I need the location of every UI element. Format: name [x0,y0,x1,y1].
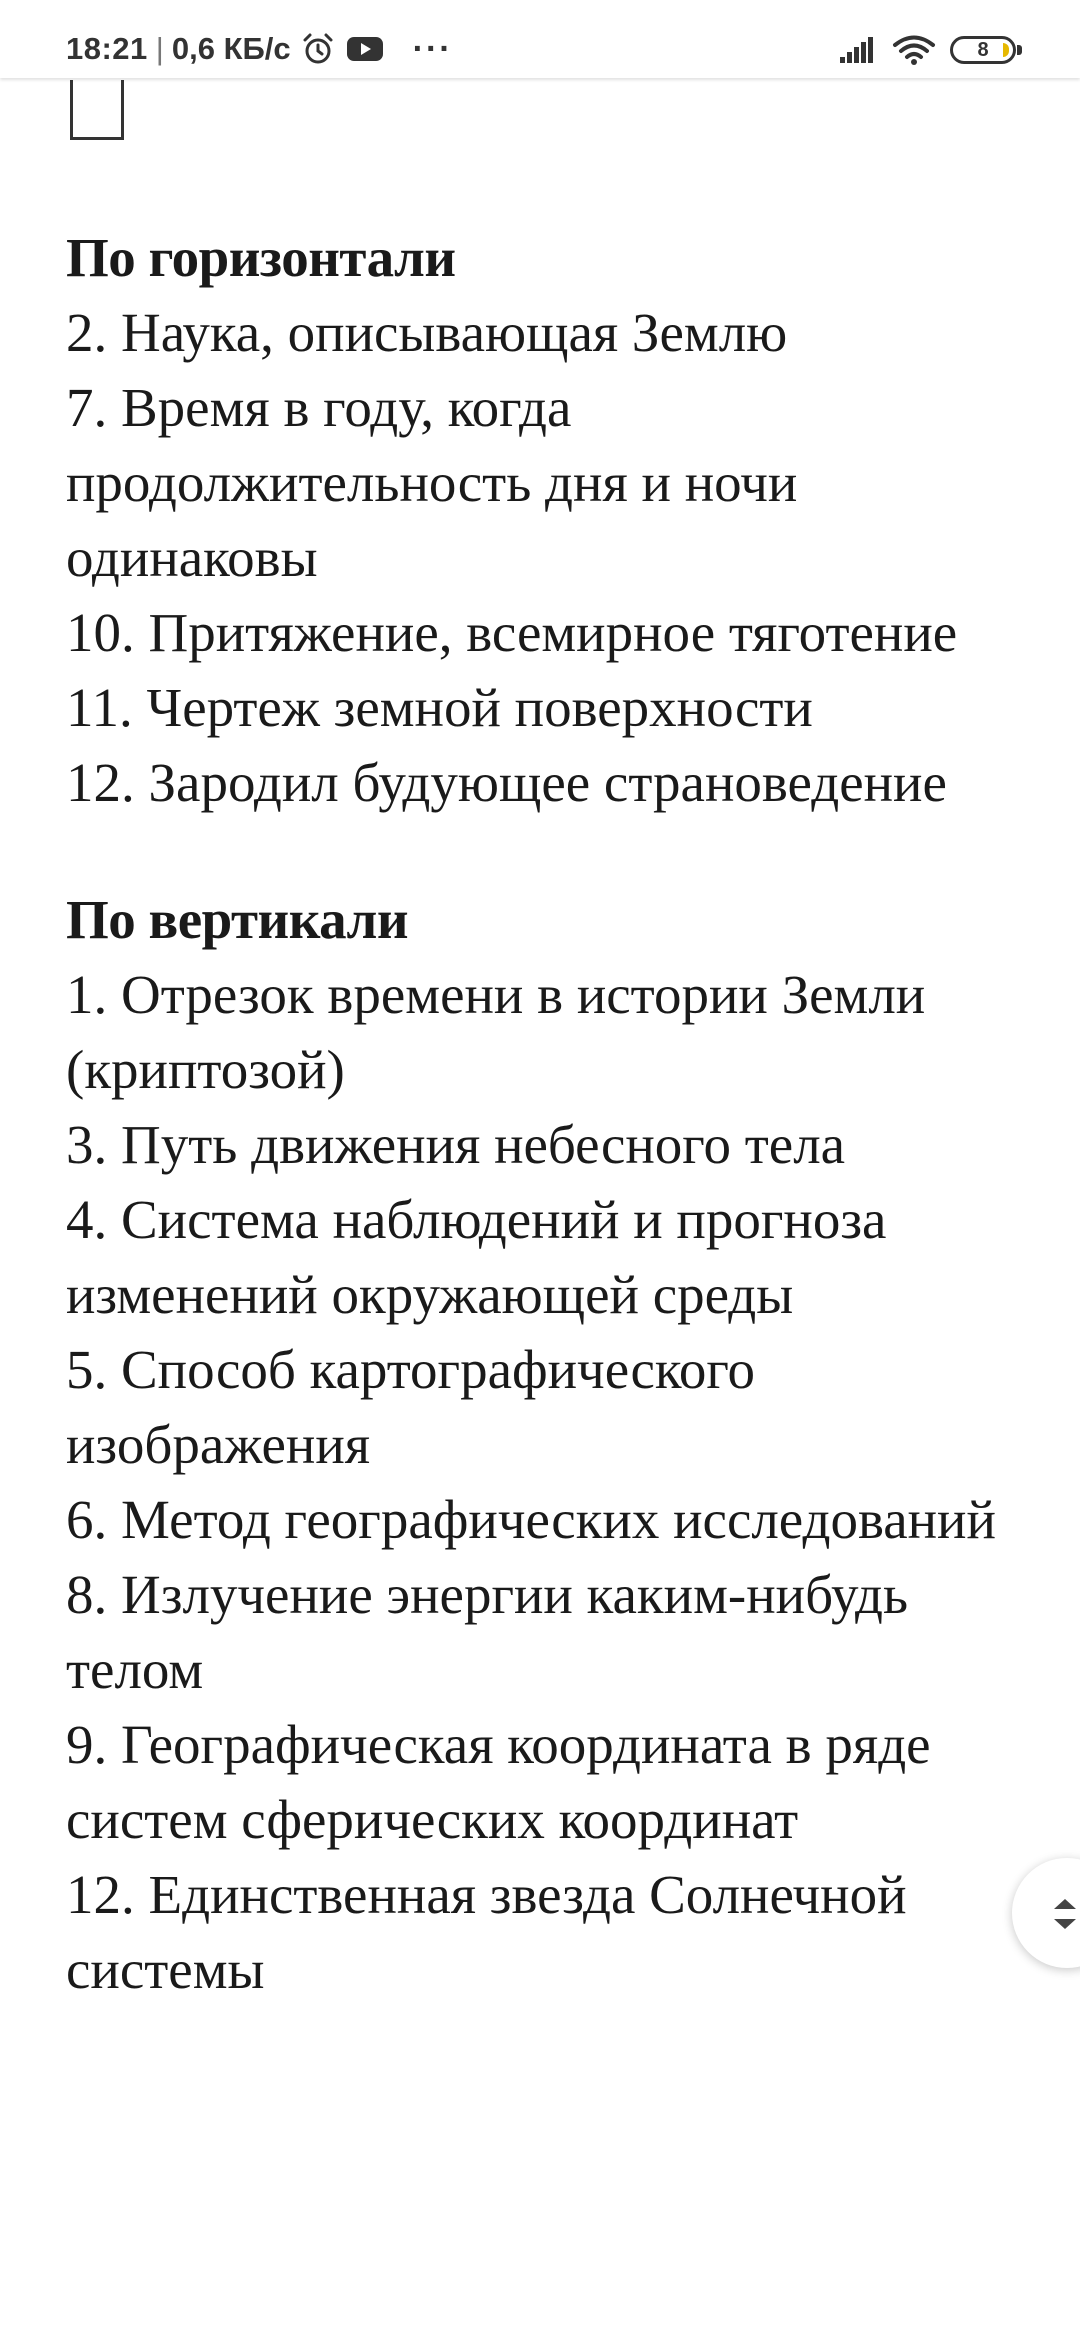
horizontal-clue: 10. Притяжение, всемирное тяготение [66,602,958,663]
horizontal-clue: 11. Чертеж земной поверхности [66,677,813,738]
vertical-clue: 8. Излучение энергии каким-нибудь телом [66,1564,909,1700]
horizontal-clue: 12. Зародил будующее страноведение [66,752,947,813]
status-bar-left [66,26,453,72]
clock: 18:21 [66,31,148,66]
vertical-clue: 1. Отрезок времени в истории Земли (криптозой) [66,964,926,1100]
vertical-clue: 9. Географическая координата в ряде систем сферических координат [66,1714,931,1850]
section-spacer [66,820,1026,882]
battery-fill [1003,43,1009,57]
vertical-clue: 6. Метод географических исследований [66,1489,996,1550]
status-bar [0,0,1080,78]
horizontal-clue: 7. Время в году, когда продолжительность дня и ночи одинаковы [66,377,798,588]
horizontal-heading: По горизонтали [66,227,456,288]
crossword-grid-cell [70,80,124,140]
vertical-clue: 3. Путь движения небесного тела [66,1114,846,1175]
status-bar-right [838,28,1016,72]
separator: | [155,31,164,66]
alarm-icon [301,32,335,66]
battery-icon [950,36,1016,64]
network-speed: 0,6 КБ/с [171,31,291,66]
vertical-clue: 4. Система наблюдений и прогноза изменений окружающей среды [66,1189,887,1325]
more-icon: ··· [412,29,453,68]
scroll-arrows-icon [1048,1894,1080,1934]
wifi-icon [892,34,936,66]
vertical-heading: По вертикали [66,889,409,950]
battery-cap [1017,45,1022,55]
signal-icon [838,35,878,65]
vertical-clue: 12. Единственная звезда Солнечной системы [66,1864,907,2000]
vertical-clue: 5. Способ картографического изображения [66,1339,756,1475]
battery-level: 8 [977,38,989,61]
crossword-clues [66,220,1026,2007]
youtube-icon [345,34,385,64]
horizontal-clue: 2. Наука, описывающая Землю [66,302,788,363]
